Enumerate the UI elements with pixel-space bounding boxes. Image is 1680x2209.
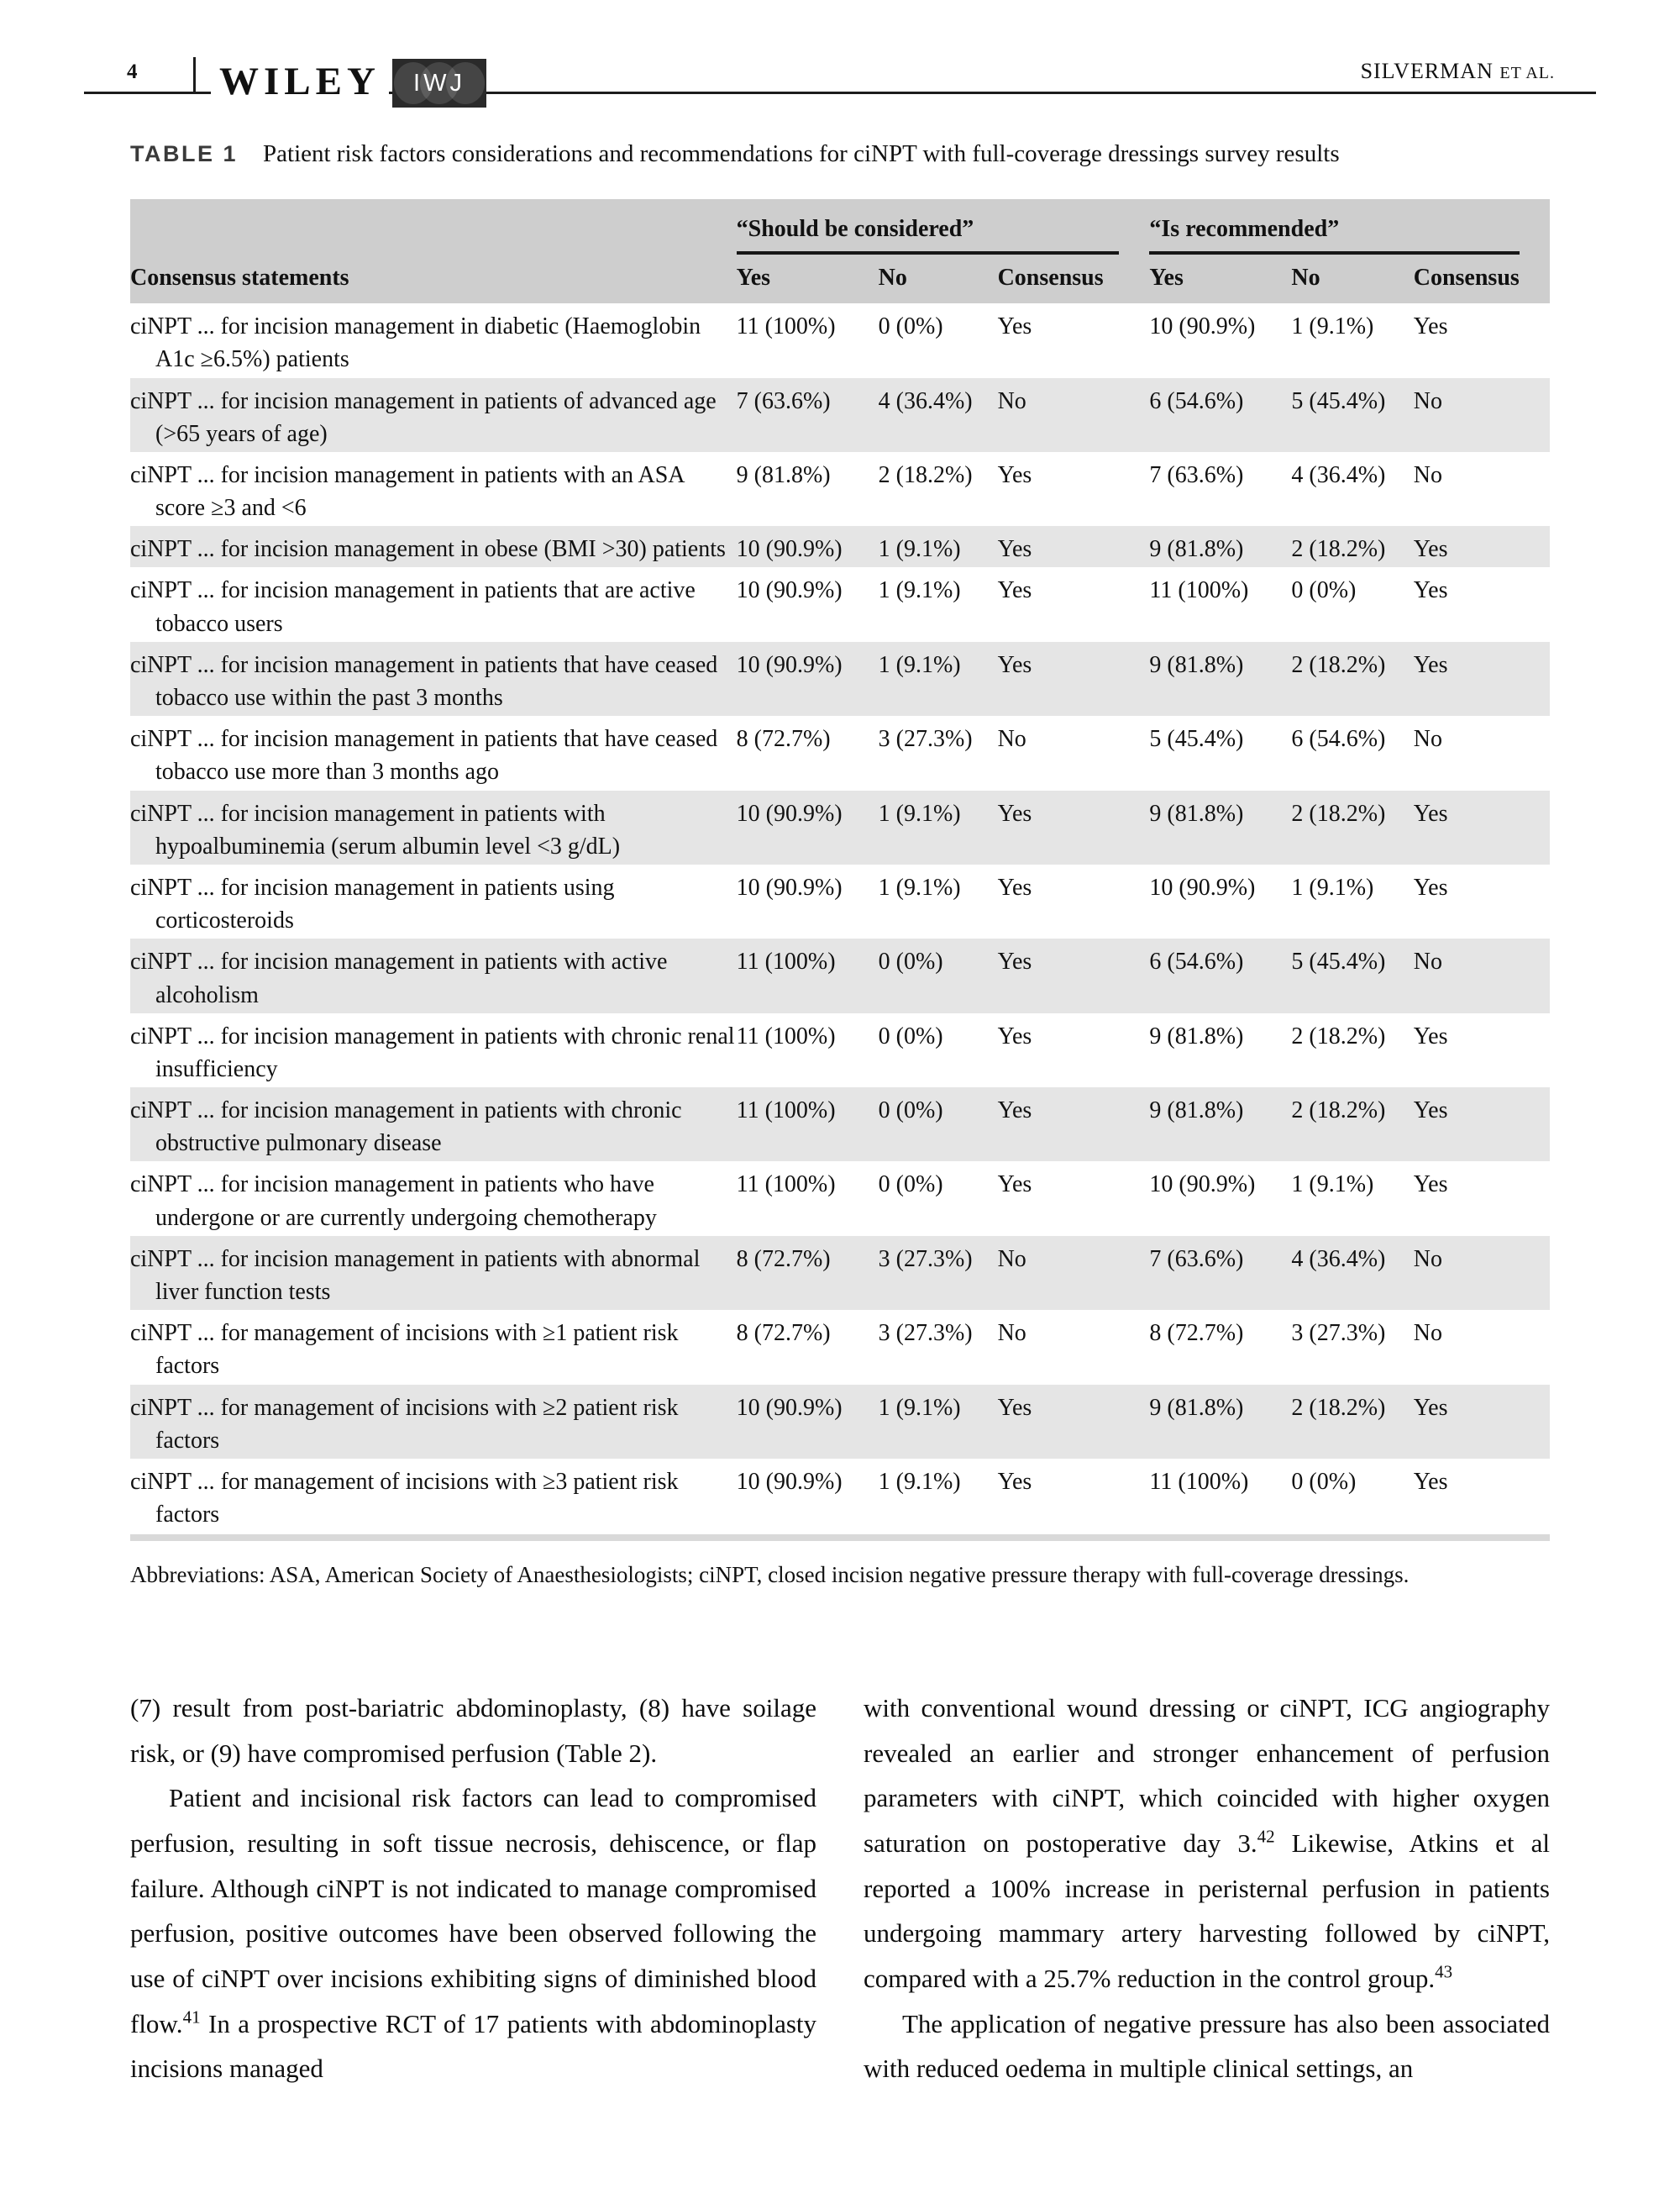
statement-cell: ciNPT ... for incision management in diabetic (Haemoglobin A1c ≥6.5%) patients (130, 313, 701, 373)
value-cell: 8 (72.7%) (1149, 1320, 1244, 1347)
column-header: No (879, 255, 998, 303)
value-cell: No (997, 1320, 1026, 1347)
value-cell: 4 (36.4%) (878, 387, 973, 414)
value-cell: Yes (1413, 313, 1448, 340)
value-cell: Yes (1413, 800, 1448, 827)
value-cell: 0 (0%) (1291, 577, 1357, 604)
value-cell: 3 (27.3%) (1291, 1320, 1386, 1347)
column-header: Yes (737, 255, 879, 303)
paragraph: Patient and incisional risk factors can lead to compromised perfusion, resulting in soft tissue necrosis, dehiscence, or flap failure. Although ciNPT is not indicated to manage compromised perfusion, positive outcomes have been observed following the use of ciNPT over incisions exhibiting signs of diminished blood flow.$^{41}$ In a prospective RCT of 17 patients with abdominoplasty incisions managed (130, 1783, 816, 2084)
header-tick (193, 57, 196, 94)
value-cell: 10 (90.9%) (1149, 874, 1256, 901)
value-cell: 2 (18.2%) (878, 461, 973, 488)
value-cell: Yes (997, 313, 1032, 340)
value-cell: 1 (9.1%) (878, 1468, 961, 1495)
table-row (130, 1310, 1550, 1384)
value-cell: 11 (100%) (736, 1171, 836, 1198)
statement-cell: ciNPT ... for incision management in patients with chronic renal insufficiency (130, 1023, 735, 1082)
value-cell: 9 (81.8%) (1149, 1394, 1244, 1421)
value-cell: Yes (997, 536, 1032, 563)
value-cell: 1 (9.1%) (878, 874, 961, 901)
statement-cell: ciNPT ... for incision management in patients that are active tobacco users (130, 577, 696, 637)
value-cell: 1 (9.1%) (878, 651, 961, 678)
column-header: No (1291, 255, 1413, 303)
value-cell: 0 (0%) (878, 1023, 943, 1049)
statement-cell: ciNPT ... for incision management in obese (BMI >30) patients (130, 536, 726, 563)
value-cell: No (1413, 461, 1442, 488)
paragraph: The application of negative pressure has also been associated with reduced oedema in multiple clinical settings, an (864, 2008, 1550, 2084)
running-head-author: SILVERMAN (1360, 59, 1494, 83)
reference-superscript: 43 (1435, 1961, 1453, 1982)
left-column (130, 1686, 816, 2091)
value-cell: 9 (81.8%) (1149, 1023, 1244, 1049)
value-cell: 10 (90.9%) (736, 1394, 843, 1421)
value-cell: No (997, 1245, 1026, 1272)
value-cell: 2 (18.2%) (1291, 1097, 1386, 1124)
value-cell: Yes (997, 1171, 1032, 1198)
value-cell: 10 (90.9%) (736, 874, 843, 901)
statement-cell: ciNPT ... for incision management in patients with active alcoholism (130, 949, 668, 1008)
value-cell: 2 (18.2%) (1291, 1394, 1386, 1421)
value-cell: 6 (54.6%) (1149, 949, 1244, 976)
value-cell: 9 (81.8%) (1149, 651, 1244, 678)
value-cell: 7 (63.6%) (736, 387, 831, 414)
statement-cell: ciNPT ... for management of incisions with ≥3 patient risk factors (130, 1468, 679, 1528)
value-cell: Yes (1413, 1171, 1448, 1198)
article-body (130, 1686, 1550, 2091)
value-cell: 10 (90.9%) (1149, 1171, 1256, 1198)
value-cell: 11 (100%) (736, 1023, 836, 1049)
value-cell: 10 (90.9%) (1149, 313, 1256, 340)
value-cell: 5 (45.4%) (1291, 387, 1386, 414)
statement-cell: ciNPT ... for incision management in patients using corticosteroids (130, 874, 615, 934)
value-cell: Yes (1413, 651, 1448, 678)
table-row (130, 1385, 1550, 1459)
value-cell: Yes (1413, 1097, 1448, 1124)
wiley-logo: WILEY (211, 62, 389, 102)
table-row (130, 1161, 1550, 1235)
value-cell: 9 (81.8%) (736, 461, 831, 488)
value-cell: 6 (54.6%) (1291, 726, 1386, 753)
value-cell: No (1413, 1320, 1442, 1347)
statement-cell: ciNPT ... for management of incisions with ≥1 patient risk factors (130, 1320, 679, 1380)
value-cell: Yes (997, 949, 1032, 976)
value-cell: Yes (997, 651, 1032, 678)
value-cell: 11 (100%) (736, 1097, 836, 1124)
value-cell: 1 (9.1%) (878, 536, 961, 563)
value-cell: 2 (18.2%) (1291, 800, 1386, 827)
value-cell: 7 (63.6%) (1149, 461, 1244, 488)
statement-cell: ciNPT ... for incision management in patients who have undergone or are currently undergoing chemotherapy (130, 1171, 657, 1231)
value-cell: 6 (54.6%) (1149, 387, 1244, 414)
statement-cell: ciNPT ... for incision management in patients with hypoalbuminemia (serum albumin level <3 g/dL) (130, 800, 621, 860)
value-cell: Yes (997, 1023, 1032, 1049)
value-cell: 10 (90.9%) (736, 536, 843, 563)
table-caption (130, 138, 1550, 171)
value-cell: No (1413, 726, 1442, 753)
value-cell: 1 (9.1%) (1291, 313, 1374, 340)
value-cell: 1 (9.1%) (878, 800, 961, 827)
table-row (130, 642, 1550, 716)
table-row (130, 791, 1550, 865)
table-row (130, 567, 1550, 641)
value-cell: 0 (0%) (878, 1171, 943, 1198)
value-cell: 9 (81.8%) (1149, 800, 1244, 827)
group-header-underline: “Should be considered” (737, 213, 1120, 255)
paragraph: with conventional wound dressing or ciNPT, ICG angiography revealed an earlier and stronger enhancement of perfusion parameters with ciNPT, which coincided with higher oxygen saturation on postoperative day 3.42 Likewise, Atkins et al reported a 100% increase in peristernal perfusion in patients undergoing mammary artery harvesting followed by ciNPT, compared with a 25.7% reduction in the control group.$^{43}$ (864, 1693, 1550, 1993)
value-cell: 2 (18.2%) (1291, 651, 1386, 678)
column-header: Yes (1149, 255, 1291, 303)
statement-cell: ciNPT ... for incision management in patients that have ceased tobacco use more than 3 months ago (130, 726, 718, 786)
value-cell: 0 (0%) (878, 1097, 943, 1124)
table-row (130, 716, 1550, 790)
running-head (1361, 59, 1555, 84)
table-row (130, 526, 1550, 567)
value-cell: Yes (997, 1097, 1032, 1124)
table-group-header-row (130, 199, 1550, 255)
group-is-recommended (1149, 199, 1550, 255)
running-head-etal: ET AL. (1499, 64, 1555, 82)
value-cell: 4 (36.4%) (1291, 461, 1386, 488)
iwj-logo-text: IWJ (413, 69, 465, 97)
column-header: Consensus (998, 255, 1150, 303)
value-cell: 11 (100%) (1149, 577, 1249, 604)
value-cell: Yes (1413, 577, 1448, 604)
value-cell: 10 (90.9%) (736, 577, 843, 604)
value-cell: 2 (18.2%) (1291, 1023, 1386, 1049)
value-cell: 1 (9.1%) (1291, 874, 1374, 901)
value-cell: 9 (81.8%) (1149, 536, 1244, 563)
paragraph: (7) result from post-bariatric abdominoplasty, (8) have soilage risk, or (9) have compromised perfusion (Table 2). (130, 1693, 816, 1768)
table-footnote: Abbreviations: ASA, American Society of Anaesthesiologists; ciNPT, closed incision negative pressure therapy with full-coverage dressings. (130, 1562, 1410, 1588)
column-header: Consensus statements (130, 255, 737, 303)
column-header: Consensus (1414, 255, 1550, 303)
statement-cell: ciNPT ... for management of incisions with ≥2 patient risk factors (130, 1394, 679, 1454)
table-column-header-row (130, 255, 1550, 303)
value-cell: No (997, 726, 1026, 753)
value-cell: 10 (90.9%) (736, 800, 843, 827)
value-cell: Yes (997, 874, 1032, 901)
group-header-underline: “Is recommended” (1149, 213, 1520, 255)
empty-header-cell (130, 199, 737, 255)
value-cell: 11 (100%) (1149, 1468, 1249, 1495)
value-cell: 5 (45.4%) (1149, 726, 1244, 753)
statement-cell: ciNPT ... for incision management in patients with an ASA score ≥3 and <6 (130, 461, 684, 522)
table-row (130, 865, 1550, 939)
value-cell: No (1413, 1245, 1442, 1272)
value-cell: 1 (9.1%) (1291, 1171, 1374, 1198)
page-number: 4 (127, 60, 138, 83)
table-bottom-rule (130, 1534, 1550, 1541)
table-row (130, 1087, 1550, 1161)
value-cell: Yes (1413, 1468, 1448, 1495)
value-cell: Yes (997, 800, 1032, 827)
value-cell: 1 (9.1%) (878, 577, 961, 604)
value-cell: 10 (90.9%) (736, 1468, 843, 1495)
value-cell: Yes (1413, 1023, 1448, 1049)
value-cell: 8 (72.7%) (736, 726, 831, 753)
group-should-be-considered (737, 199, 1150, 255)
value-cell: Yes (997, 577, 1032, 604)
value-cell: 1 (9.1%) (878, 1394, 961, 1421)
value-cell: Yes (997, 461, 1032, 488)
value-cell: No (997, 387, 1026, 414)
value-cell: No (1413, 949, 1442, 976)
value-cell: Yes (1413, 536, 1448, 563)
table-row (130, 1459, 1550, 1533)
value-cell: 10 (90.9%) (736, 651, 843, 678)
value-cell: 11 (100%) (736, 313, 836, 340)
table-row (130, 939, 1550, 1012)
statement-cell: ciNPT ... for incision management in patients with chronic obstructive pulmonary disease (130, 1097, 682, 1157)
value-cell: 3 (27.3%) (878, 1320, 973, 1347)
value-cell: 9 (81.8%) (1149, 1097, 1244, 1124)
statement-cell: ciNPT ... for incision management in patients of advanced age (>65 years of age) (130, 387, 717, 447)
value-cell: 3 (27.3%) (878, 1245, 973, 1272)
value-cell: Yes (997, 1468, 1032, 1495)
value-cell: 2 (18.2%) (1291, 536, 1386, 563)
value-cell: 11 (100%) (736, 949, 836, 976)
value-cell: 8 (72.7%) (736, 1245, 831, 1272)
value-cell: Yes (1413, 874, 1448, 901)
table-row (130, 1236, 1550, 1310)
table-row (130, 452, 1550, 526)
reference-superscript: 42 (1257, 1826, 1275, 1847)
value-cell: 4 (36.4%) (1291, 1245, 1386, 1272)
value-cell: 0 (0%) (878, 949, 943, 976)
table-row (130, 303, 1550, 377)
statement-cell: ciNPT ... for incision management in patients that have ceased tobacco use within the past 3 months (130, 651, 718, 712)
table-label: TABLE 1 (130, 141, 239, 166)
table-row (130, 378, 1550, 452)
page-header (127, 0, 1555, 103)
reference-superscript: 41 (182, 2007, 201, 2028)
value-cell: 0 (0%) (1291, 1468, 1357, 1495)
table-caption-text: Patient risk factors considerations and recommendations for ciNPT with full-coverage dressings survey results (263, 140, 1340, 167)
iwj-journal-logo (392, 59, 486, 108)
table-1 (130, 199, 1550, 1533)
value-cell: 5 (45.4%) (1291, 949, 1386, 976)
value-cell: 7 (63.6%) (1149, 1245, 1244, 1272)
value-cell: 3 (27.3%) (878, 726, 973, 753)
value-cell: 8 (72.7%) (736, 1320, 831, 1347)
statement-cell: ciNPT ... for incision management in patients with abnormal liver function tests (130, 1245, 701, 1306)
value-cell: No (1413, 387, 1442, 414)
value-cell: Yes (997, 1394, 1032, 1421)
value-cell: 0 (0%) (878, 313, 943, 340)
table-row (130, 1013, 1550, 1087)
right-column (864, 1686, 1550, 2091)
value-cell: Yes (1413, 1394, 1448, 1421)
